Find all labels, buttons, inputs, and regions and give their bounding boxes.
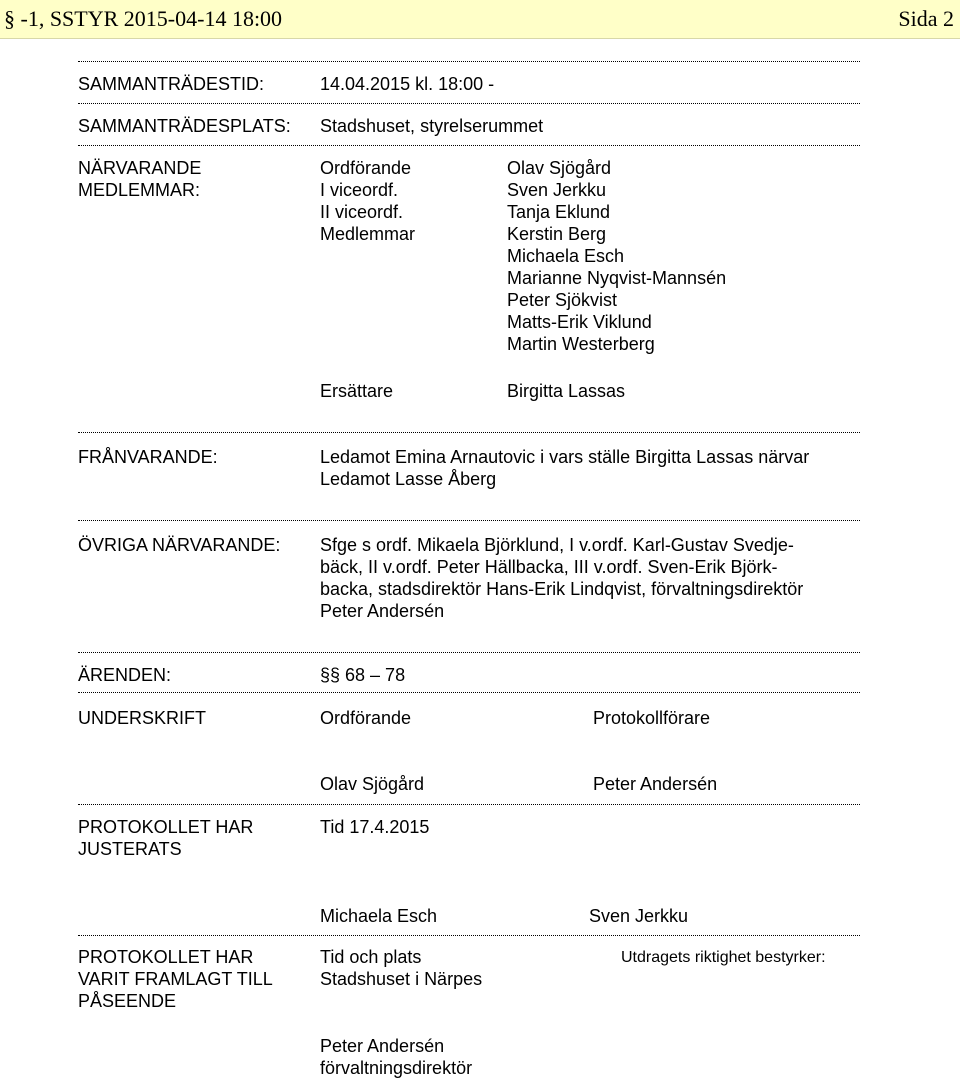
member-roles <box>320 157 415 245</box>
member-name: Marianne Nyqvist-Mannsén <box>507 268 727 288</box>
checker-name: Michaela Esch <box>320 906 438 926</box>
label-line: VARIT FRAMLAGT TILL <box>78 969 273 989</box>
others-line: bäck, II v.ordf. Peter Hällbacka, III v.ordf. Sven-Erik Björk- <box>320 557 778 577</box>
member-name: Olav Sjögård <box>507 158 612 178</box>
others-line: Sfge s ordf. Mikaela Björklund, I v.ordf. Karl-Gustav Svedje- <box>320 535 794 555</box>
divider <box>78 652 860 653</box>
meeting-date-value: 14.04.2015 kl. 18:00 - <box>320 74 495 94</box>
signer-line: Peter Andersén <box>320 1036 445 1056</box>
others-present-label: ÖVRIGA NÄRVARANDE: <box>78 535 281 555</box>
signer-line: förvaltningsdirektör <box>320 1058 473 1078</box>
time-place-line: Stadshuset i Närpes <box>320 969 483 989</box>
divider <box>78 804 860 805</box>
meeting-place-value: Stadshuset, styrelserummet <box>320 116 544 136</box>
absent-line: Ledamot Emina Arnautovic i vars ställe Birgitta Lassas närvar <box>320 447 810 467</box>
member-names <box>507 157 726 355</box>
label-line: MEDLEMMAR: <box>78 180 201 200</box>
label-line: PROTOKOLLET HAR <box>78 947 254 967</box>
present-members-label <box>78 157 201 201</box>
member-name: Sven Jerkku <box>507 180 607 200</box>
others-present-list <box>320 534 803 622</box>
substitute-role: Ersättare <box>320 381 394 401</box>
signer <box>320 1035 472 1079</box>
absent-line: Ledamot Lasse Åberg <box>320 469 497 489</box>
label-line: NÄRVARANDE <box>78 158 202 178</box>
label-line: PROTOKOLLET HAR <box>78 817 254 837</box>
meeting-place-label: SAMMANTRÄDESPLATS: <box>78 116 291 136</box>
time-and-place <box>320 946 482 990</box>
signature-label: UNDERSKRIFT <box>78 708 207 728</box>
role: Ordförande <box>320 158 412 178</box>
others-line: Peter Andersén <box>320 601 445 621</box>
divider <box>78 692 860 693</box>
divider <box>78 61 860 62</box>
secretary-role: Protokollförare <box>593 708 711 728</box>
absent-label: FRÅNVARANDE: <box>78 447 218 467</box>
secretary-name: Peter Andersén <box>593 774 718 794</box>
meeting-date-label: SAMMANTRÄDESTID: <box>78 74 265 94</box>
divider <box>78 935 860 936</box>
member-name: Tanja Eklund <box>507 202 611 222</box>
divider <box>78 103 860 104</box>
divider <box>78 145 860 146</box>
page-number: Sida 2 <box>898 6 954 31</box>
chair-name: Olav Sjögård <box>320 774 425 794</box>
member-name: Peter Sjökvist <box>507 290 618 310</box>
role: Medlemmar <box>320 224 416 244</box>
divider <box>78 432 860 433</box>
chair-role: Ordförande <box>320 708 412 728</box>
document-reference: § -1, SSTYR 2015-04-14 18:00 <box>4 6 283 31</box>
page-header <box>0 0 960 39</box>
label-line: JUSTERATS <box>78 839 182 859</box>
member-name: Martin Westerberg <box>507 334 655 354</box>
matters-value: §§ 68 – 78 <box>320 665 406 685</box>
protocol-displayed-label <box>78 946 273 1012</box>
others-line: backa, stadsdirektör Hans-Erik Lindqvist, förvaltningsdirektör <box>320 579 804 599</box>
time-place-line: Tid och plats <box>320 947 422 967</box>
checker-name: Sven Jerkku <box>589 906 689 926</box>
member-name: Matts-Erik Viklund <box>507 312 652 332</box>
member-name: Kerstin Berg <box>507 224 607 244</box>
role: I viceordf. <box>320 180 399 200</box>
member-name: Michaela Esch <box>507 246 625 266</box>
checked-time: Tid 17.4.2015 <box>320 817 430 837</box>
label-line: PÅSEENDE <box>78 991 177 1011</box>
certification-text: Utdragets riktighet bestyrker: <box>621 949 826 966</box>
role: II viceordf. <box>320 202 404 222</box>
absent-list <box>320 446 809 490</box>
matters-label: ÄRENDEN: <box>78 665 172 685</box>
substitute-name: Birgitta Lassas <box>507 381 626 401</box>
protocol-checked-label <box>78 816 253 860</box>
divider <box>78 520 860 521</box>
